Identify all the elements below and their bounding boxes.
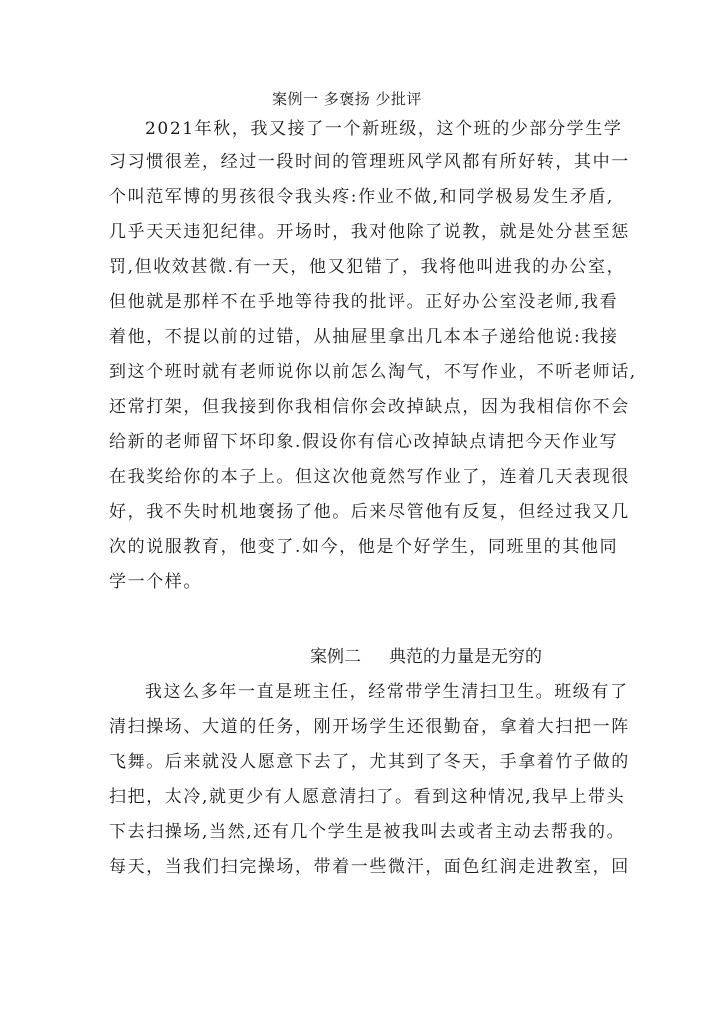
- case1-line: 罚,但收效甚微.有一天，他又犯错了，我将他叫进我的办公室，: [109, 257, 626, 277]
- case1-line: 在我奖给你的本子上。但这次他竟然写作业了，连着几天表现很: [109, 467, 630, 487]
- case1-line: 几乎天天违犯纪律。开场时，我对他除了说教，就是处分甚至惩: [109, 222, 630, 242]
- case2-line: 扫把，太冷,就更少有人愿意清扫了。看到这种情况,我早上带头: [109, 787, 626, 807]
- case2-title-label: 案例二: [310, 647, 361, 667]
- case2-title: [310, 647, 542, 667]
- case1-line: 习习惯很差，经过一段时间的管理班风学风都有所好转，其中一: [109, 152, 630, 172]
- case1-line: 还常打架，但我接到你我相信你会改掉缺点，因为我相信你不会: [109, 397, 630, 417]
- case1-line: 到这个班时就有老师说你以前怎么淘气，不写作业，不听老师话,: [109, 362, 637, 382]
- case2-title-text: 典范的力量是无穷的: [389, 647, 542, 667]
- case1-line: 次的说服教育，他变了.如今，他是个好学生，同班里的其他同: [109, 537, 619, 557]
- case1-line: 着他，不提以前的过错，从抽屉里拿出几本本子递给他说:我接: [109, 327, 619, 347]
- case1-line: 好，我不失时机地褒扬了他。后来尽管他有反复，但经过我又几: [109, 502, 630, 522]
- case2-line: 清扫操场、大道的任务，刚开场学生还很勤奋，拿着大扫把一阵: [109, 717, 630, 737]
- case2-line: 每天，当我们扫完操场，带着一些微汗，面色红润走进教室，回: [109, 857, 630, 877]
- case1-line: 但他就是那样不在乎地等待我的批评。正好办公室没老师,我看: [109, 292, 619, 312]
- case1-line: 给新的老师留下坏印象.假设你有信心改掉缺点请把今天作业写: [109, 432, 619, 452]
- case1-line: 学一个样。: [109, 572, 202, 592]
- case1-line: 2021年秋，我又接了一个新班级，这个班的少部分学生学: [145, 119, 623, 139]
- case2-line: 下去扫操场,当然,还有几个学生是被我叫去或者主动去帮我的。: [109, 822, 626, 842]
- case2-line: 飞舞。后来就没人愿意下去了，尤其到了冬天，手拿着竹子做的: [109, 752, 630, 772]
- case2-line: 我这么多年一直是班主任，经常带学生清扫卫生。班级有了: [145, 682, 629, 702]
- case1-title: 案例一 多褒扬 少批评: [272, 90, 423, 108]
- case1-line: 个叫范军博的男孩很令我头疼:作业不做,和同学极易发生矛盾,: [109, 187, 614, 207]
